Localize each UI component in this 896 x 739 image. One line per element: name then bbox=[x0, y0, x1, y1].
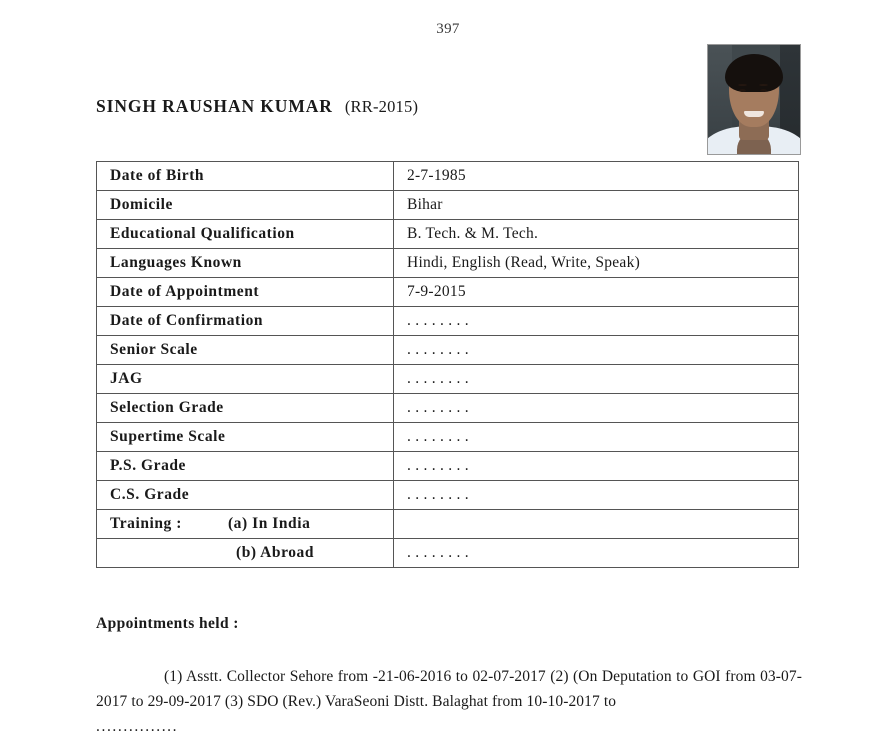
row-value-ps-grade: . . . . . . . . bbox=[394, 452, 799, 481]
officer-name: SINGH RAUSHAN KUMAR bbox=[96, 96, 333, 116]
row-value-date-of-appointment: 7-9-2015 bbox=[394, 278, 799, 307]
row-label-training-in-india bbox=[97, 510, 394, 539]
row-label-languages-known: Languages Known bbox=[97, 249, 394, 278]
row-value-supertime-scale: . . . . . . . . bbox=[394, 423, 799, 452]
table-row bbox=[97, 307, 799, 336]
row-label-date-of-confirmation: Date of Confirmation bbox=[97, 307, 394, 336]
appointments-paragraph: (1) Asstt. Collector Sehore from -21-06-2016 to 02-07-2017 (2) (On Deputation to GOI from 03-07-2017 to 29-09-2017 (3) SDO (Rev.) VaraSeoni Distt. Balaghat from 10-10-2017 to bbox=[96, 668, 802, 710]
row-value-educational-qualification: B. Tech. & M. Tech. bbox=[394, 220, 799, 249]
row-label-jag: JAG bbox=[97, 365, 394, 394]
row-label-educational-qualification: Educational Qualification bbox=[97, 220, 394, 249]
training-abroad-label: (b) Abroad bbox=[236, 544, 314, 561]
row-value-domicile: Bihar bbox=[394, 191, 799, 220]
row-label-training-abroad bbox=[97, 539, 394, 568]
photo-mouth bbox=[744, 111, 764, 117]
row-value-selection-grade: . . . . . . . . bbox=[394, 394, 799, 423]
table-row bbox=[97, 481, 799, 510]
table-row bbox=[97, 278, 799, 307]
appointments-held-title: Appointments held : bbox=[96, 615, 239, 632]
row-label-supertime-scale: Supertime Scale bbox=[97, 423, 394, 452]
table-row bbox=[97, 423, 799, 452]
row-label-ps-grade: P.S. Grade bbox=[97, 452, 394, 481]
photo-background bbox=[708, 45, 800, 154]
table-row bbox=[97, 220, 799, 249]
batch-code: (RR-2015) bbox=[344, 97, 419, 116]
table-row bbox=[97, 510, 799, 539]
table-row bbox=[97, 539, 799, 568]
appointments-held-text bbox=[96, 664, 802, 739]
photo-eyebrow-left bbox=[738, 84, 747, 86]
photo-eyebrow-right bbox=[759, 84, 768, 86]
row-value-training-in-india bbox=[394, 510, 799, 539]
table-row bbox=[97, 394, 799, 423]
row-label-cs-grade: C.S. Grade bbox=[97, 481, 394, 510]
appointments-trailing-dots: ............... bbox=[96, 718, 179, 735]
training-label: Training : bbox=[110, 515, 182, 532]
table-row bbox=[97, 336, 799, 365]
officer-portrait-photo bbox=[707, 44, 801, 155]
table-row bbox=[97, 452, 799, 481]
photo-hair bbox=[725, 54, 783, 92]
photo-eye-right bbox=[760, 89, 767, 92]
table-row bbox=[97, 191, 799, 220]
row-label-date-of-birth: Date of Birth bbox=[97, 162, 394, 191]
row-value-date-of-birth: 2-7-1985 bbox=[394, 162, 799, 191]
row-value-training-abroad: . . . . . . . . bbox=[394, 539, 799, 568]
table-row bbox=[97, 249, 799, 278]
row-value-jag: . . . . . . . . bbox=[394, 365, 799, 394]
table-row bbox=[97, 365, 799, 394]
page-number: 397 bbox=[436, 21, 460, 37]
row-label-selection-grade: Selection Grade bbox=[97, 394, 394, 423]
row-value-cs-grade: . . . . . . . . bbox=[394, 481, 799, 510]
officer-name-heading bbox=[96, 96, 418, 117]
officer-bio-table bbox=[96, 161, 799, 568]
photo-eye-left bbox=[739, 89, 746, 92]
row-label-senior-scale: Senior Scale bbox=[97, 336, 394, 365]
row-value-senior-scale: . . . . . . . . bbox=[394, 336, 799, 365]
row-label-domicile: Domicile bbox=[97, 191, 394, 220]
table-row bbox=[97, 162, 799, 191]
training-in-india-label: (a) In India bbox=[227, 515, 311, 532]
row-value-date-of-confirmation: . . . . . . . . bbox=[394, 307, 799, 336]
row-label-date-of-appointment: Date of Appointment bbox=[97, 278, 394, 307]
row-value-languages-known: Hindi, English (Read, Write, Speak) bbox=[394, 249, 799, 278]
